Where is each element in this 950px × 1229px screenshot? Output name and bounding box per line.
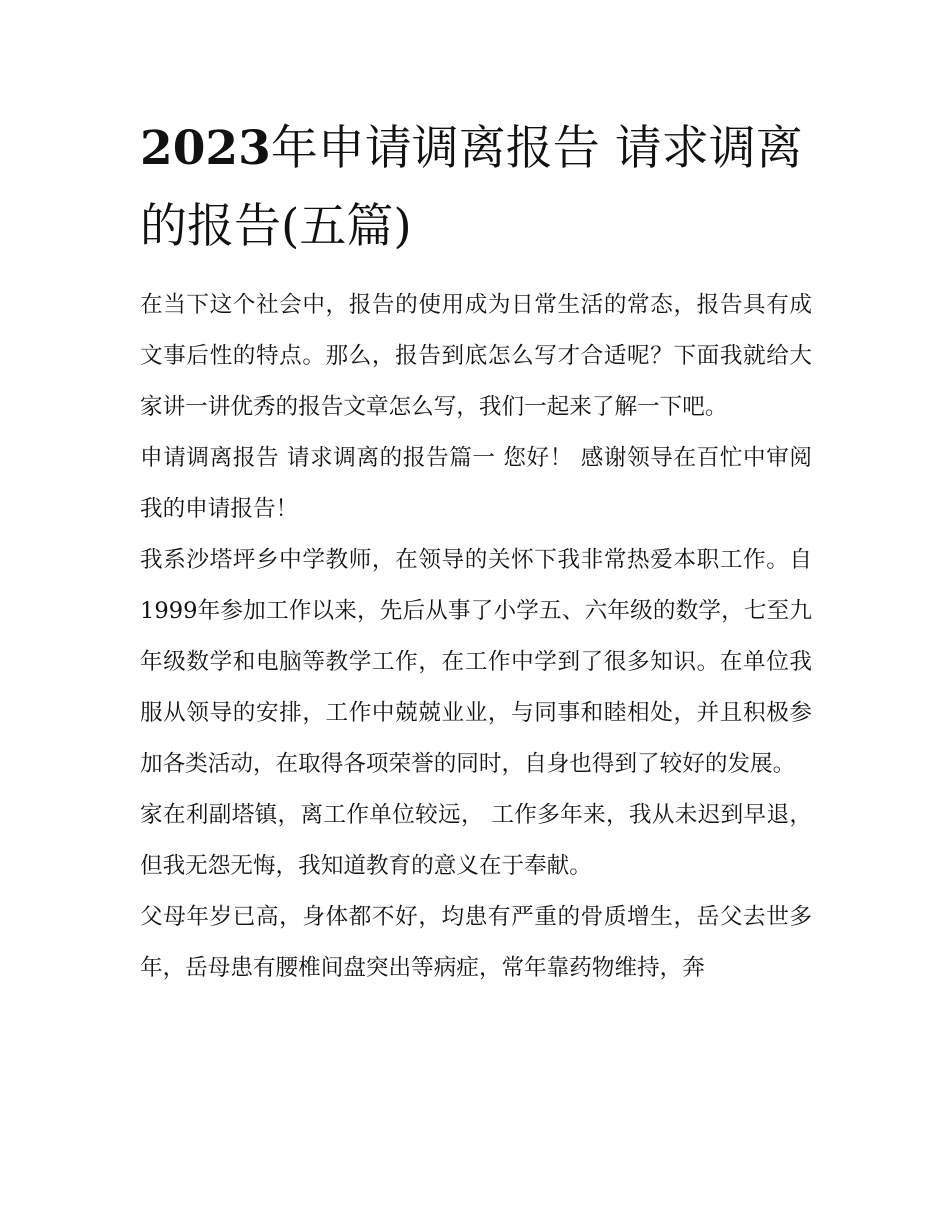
paragraph-background: 我系沙塔坪乡中学教师，在领导的关怀下我非常热爱本职工作。自1999年参加工作以来，先后从事了小学五、六年级的数学，七至九年级数学和电脑等教学工作，在工作中学到了很多知识。在单位我服从领导的安排，工作中兢兢业业，与同事和睦相处，并且积极参加各类活动，在取得各项荣誉的同时，自身也得到了较好的发展。 bbox=[140, 547, 812, 777]
title-text: 年申请调离报告 请求调离的报告(五篇) bbox=[140, 121, 803, 254]
paragraph-intro: 在当下这个社会中，报告的使用成为日常生活的常态，报告具有成文事后性的特点。那么，报告到底怎么写才合适呢？下面我就给大家讲一讲优秀的报告文章怎么写，我们一起来了解一下吧。 bbox=[140, 292, 812, 420]
document-body bbox=[140, 280, 812, 994]
paragraph-family: 父母年岁已高，身体都不好，均患有严重的骨质增生，岳父去世多年，岳母患有腰椎间盘突出等病症，常年靠药物维持，奔 bbox=[140, 904, 812, 981]
paragraph-distance: 家在利副塔镇，离工作单位较远， 工作多年来，我从未迟到早退，但我无怨无悔，我知道教育的意义在于奉献。 bbox=[140, 802, 812, 879]
document-title bbox=[140, 110, 812, 266]
document-page bbox=[140, 110, 812, 994]
title-year: 2023 bbox=[140, 121, 271, 176]
paragraph-greeting: 申请调离报告 请求调离的报告篇一 您好！ 感谢领导在百忙中审阅我的申请报告！ bbox=[140, 445, 812, 522]
